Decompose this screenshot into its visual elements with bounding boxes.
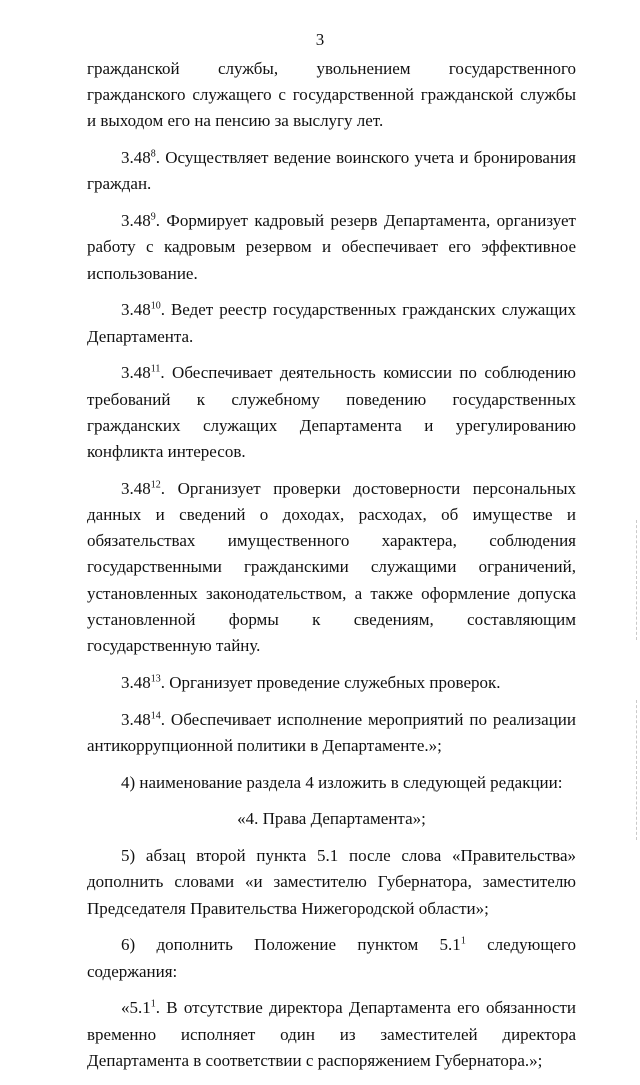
paragraph-p8: 4) наименование раздела 4 изложить в следующей редакции: [121, 772, 563, 792]
paragraph-p4: 3.48$^{11}$. Обеспечивает деятельность комиссии по соблюдению требований к служебному поведению государственных гражданских служащих Департамента и урегулированию конфликта интересов. [87, 363, 576, 462]
paragraph-p3: 3.48$^{10}$. Ведет реестр государственных гражданских служащих Департамента. [87, 300, 576, 346]
scan-edge-mark [636, 520, 638, 640]
paragraph-p11: 6) дополнить Положение пунктом $5.1^1$ следующего содержания: [87, 935, 577, 981]
page-number: 3 [315, 30, 325, 49]
paragraph-p10: 5) абзац второй пункта 5.1 после слова «Правительства» дополнить словами «и заместителю Губернатора, заместителю Председателя Правительства Нижегородской области»; [87, 846, 576, 918]
paragraph-p12: «$5.1^1$. В отсутствие директора Департамента его обязанности временно исполняет один из заместителей директора Департамента в соответствии с распоряжением Губернатора.»; [87, 998, 576, 1070]
document-body [87, 56, 576, 1085]
paragraph-p2: 3.48$^9$. Формирует кадровый резерв Департамента, организует работу с кадровым резервом и обеспечивает его эффективное использование. [87, 211, 576, 283]
paragraph-p5: 3.48$^{12}$. Организует проверки достоверности персональных данных и сведений о доходах, расходах, об имуществе и обязательствах имущественного характера, соблюдения государственными гражданскими служащими ограничений, установленных законодательством, а также оформление допуска установленной формы к сведениям, составляющим государственную тайну. [87, 478, 576, 656]
paragraph-p1: 3.48$^8$. Осуществляет ведение воинского учета и бронирования граждан. [87, 148, 576, 194]
paragraph-p0: гражданской службы, увольнением государственного гражданского служащего с государственной гражданской службы и выходом его на пенсию за выслугу лет. [87, 59, 576, 131]
paragraph-p7: 3.48$^{14}$. Обеспечивает исполнение мероприятий по реализации антикоррупционной политики в Департаменте.»; [87, 709, 576, 755]
scan-edge-mark [636, 700, 638, 840]
paragraph-p6: 3.48$^{13}$. Организует проведение служебных проверок. [121, 672, 501, 692]
paragraph-p9: «4. Права Департамента»; [237, 809, 426, 829]
